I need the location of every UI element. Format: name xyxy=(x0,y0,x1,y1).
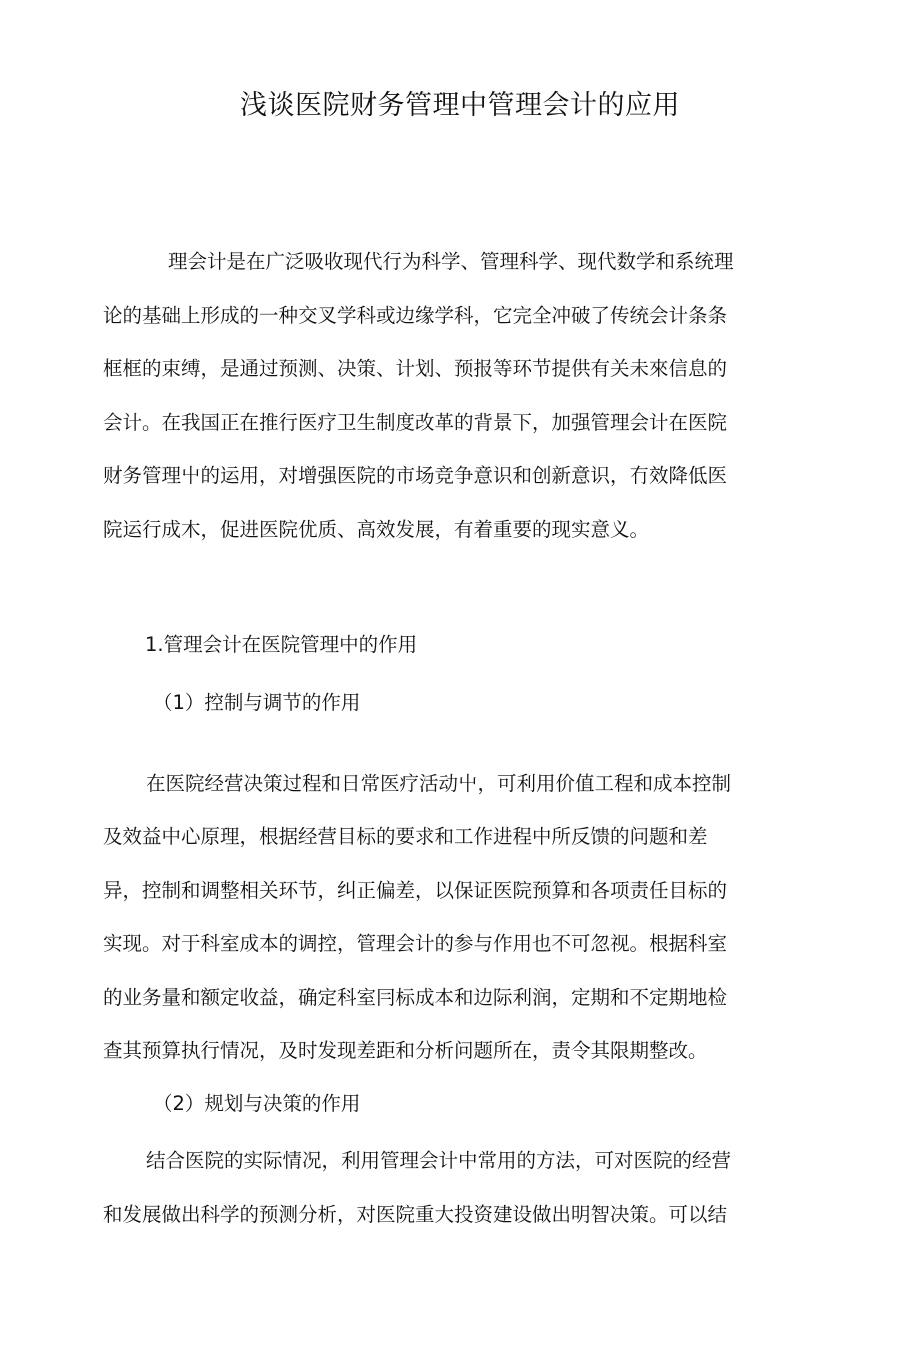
body-line: 异，控制和调整相关环节，纠正偏差，以保证医院预算和各项责任目标的 xyxy=(103,879,728,902)
intro-line: 院运行成木，促进医院优质、高效发展，有着重要的现实意义。 xyxy=(103,518,650,541)
section-heading: 1.管理会计在医院管理中的作用 xyxy=(145,633,418,656)
body-line: 和发展做出科学的预测分析，对医院重大投资建设做出明智决策。可以结 xyxy=(103,1203,728,1226)
body-line: 查其预算执行情况，及时发现差距和分析问题所在，责令其限期整改。 xyxy=(103,1039,708,1062)
intro-line: 理会计是在广泛吸收现代行为科学、管理科学、现代数学和系统理 xyxy=(168,250,734,273)
subsection-heading: （1）控制与调节的作用 xyxy=(153,691,361,714)
body-line: 实现。对于科室成本的调控，管理会计的参与作用也不可忽视。根据科室 xyxy=(103,932,728,955)
subsection-heading: （2）规划与决策的作用 xyxy=(153,1092,361,1115)
body-line: 结合医院的实际情况，利用管理会计中常用的方法，可对医院的经营 xyxy=(146,1149,732,1172)
intro-line: 财务管理屮的运用，对增强医院的市场竞争意识和创新意识，冇效降低医 xyxy=(103,464,728,487)
document-title: 浅谈医院财务管理中管理会计的应用 xyxy=(240,90,680,121)
intro-line: 论的基础上形成的一种交叉学科或边缘学科，它完全冲破了传统会计条条 xyxy=(103,304,728,327)
body-line: 及效益中心原理，根据经营目标的要求和工作进程中所反馈的问题和差 xyxy=(103,825,708,848)
body-line: 的业务量和额定收益，确定科室冃标成本和边际利润，定期和不定期地检 xyxy=(103,986,728,1009)
body-line: 在医院经营决策过程和日常医疗活动屮，可利用价值工程和成本控制 xyxy=(146,772,732,795)
intro-line: 框框的束缚，是通过预测、决策、计划、预报等环节提供有关未來信息的 xyxy=(103,357,728,380)
intro-line: 会计。在我国正在推行医疗卫生制度改革的背景下，加强管理会计在医院 xyxy=(103,411,728,434)
